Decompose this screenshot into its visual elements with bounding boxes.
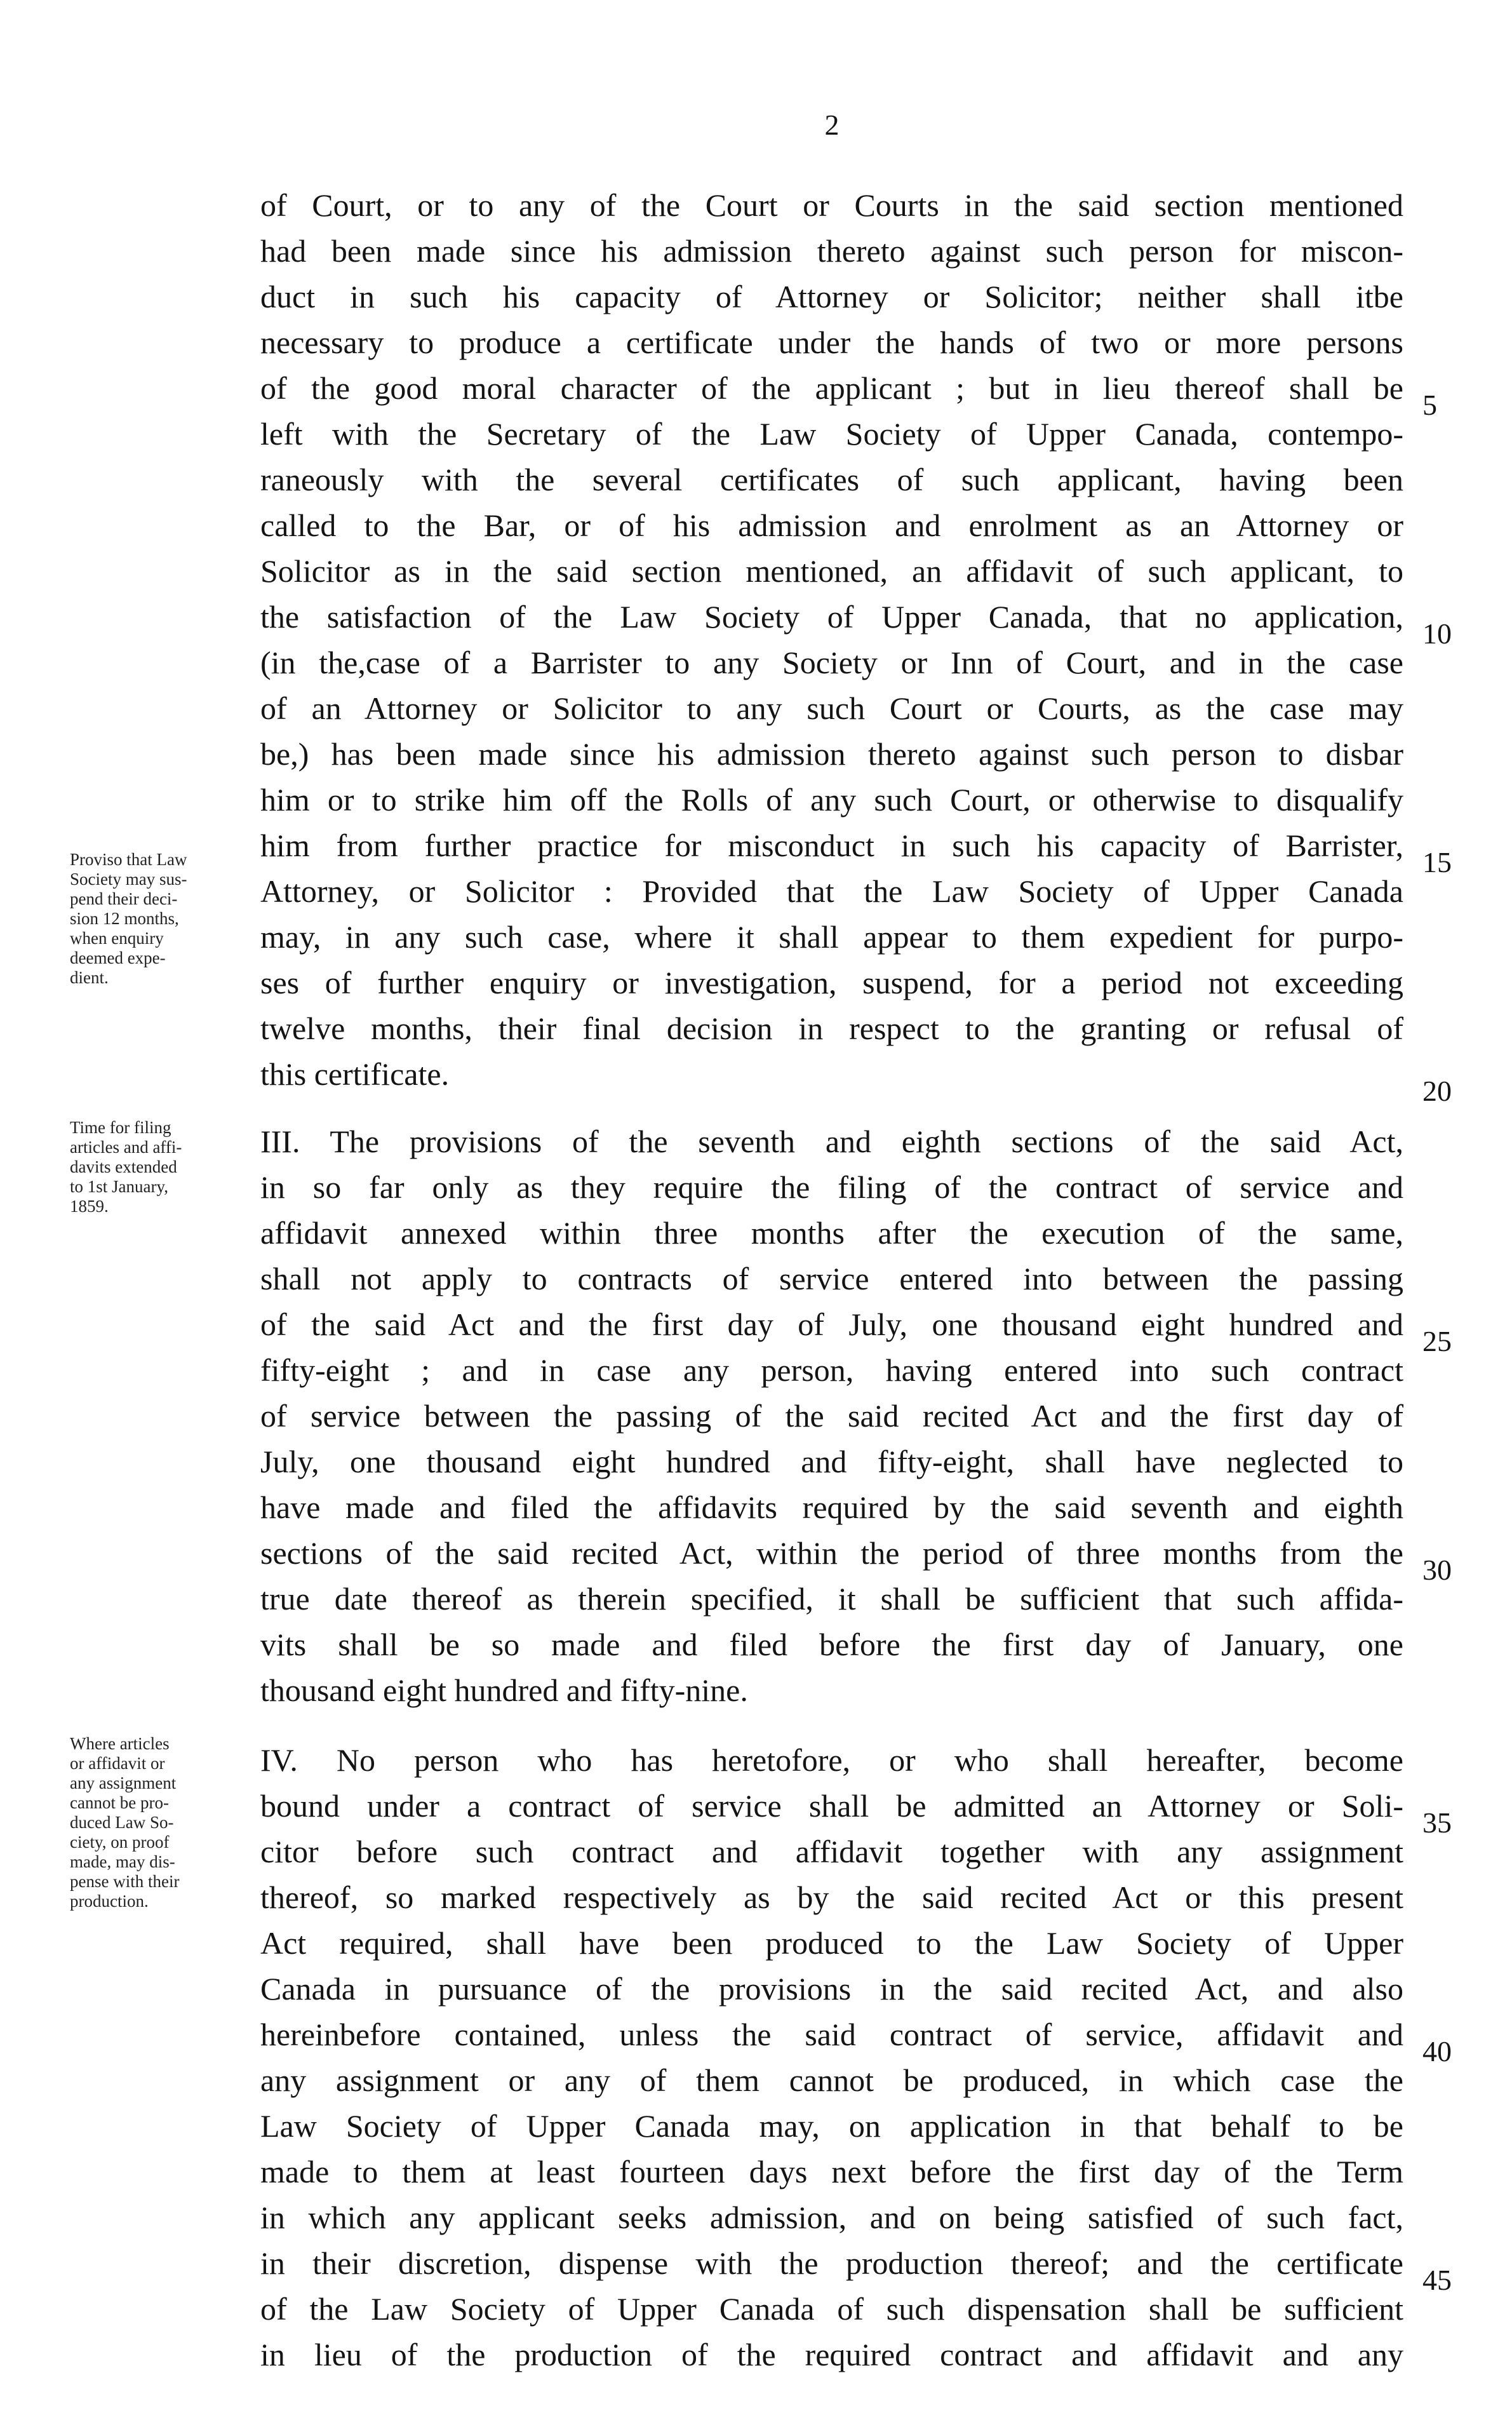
margin-note-line: deemed expe-: [70, 948, 166, 968]
text-line: of Court, or to any of the Court or Courts in the said section mentioned: [260, 187, 1403, 223]
margin-note-line: when enquiry: [70, 929, 164, 948]
text-line: Solicitor as in the said section mentioned, an affidavit of such applicant, to: [260, 553, 1403, 589]
text-line: thereof, so marked respectively as by the said recited Act or this present: [260, 1879, 1403, 1915]
text-line: of the Law Society of Upper Canada of such dispensation shall be sufficient: [260, 2291, 1403, 2327]
text-line: be,) has been made since his admission thereto against such person to disbar: [260, 736, 1403, 772]
text-line: Law Society of Upper Canada may, on application in that behalf to be: [260, 2108, 1403, 2144]
margin-note-line: Time for filing: [70, 1118, 171, 1137]
margin-note: [70, 1734, 260, 1911]
margin-note-line: or affidavit or: [70, 1754, 165, 1773]
margin-note-line: to 1st January,: [70, 1177, 168, 1197]
text-line: ses of further enquiry or investigation, suspend, for a period not exceeding: [260, 965, 1403, 1000]
margin-note-line: articles and affi-: [70, 1138, 182, 1157]
text-line: Attorney, or Solicitor : Provided that the Law Society of Upper Canada: [260, 873, 1403, 909]
text-line: any assignment or any of them cannot be produced, in which case the: [260, 2062, 1403, 2098]
text-line: fifty-eight ; and in case any person, having entered into such contract: [260, 1352, 1403, 1388]
text-line: July, one thousand eight hundred and fifty-eight, shall have neglected to: [260, 1444, 1403, 1479]
text-line: IV. No person who has heretofore, or who shall hereafter, become: [260, 1742, 1403, 1778]
line-number: 30: [1422, 1554, 1452, 1586]
text-line: of an Attorney or Solicitor to any such Court or Courts, as the case may: [260, 690, 1403, 726]
text-line: bound under a contract of service shall be admitted an Attorney or Soli-: [260, 1788, 1403, 1824]
text-line: in their discretion, dispense with the production thereof; and the certificate: [260, 2245, 1403, 2281]
text-line: sections of the said recited Act, within the period of three months from the: [260, 1535, 1403, 1571]
text-line: III. The provisions of the seventh and eighth sections of the said Act,: [260, 1124, 1403, 1159]
text-line: true date thereof as therein specified, it shall be sufficient that such affida-: [260, 1581, 1403, 1617]
text-line: him from further practice for misconduct in such his capacity of Barrister,: [260, 828, 1403, 863]
margin-note-line: any assignment: [70, 1773, 177, 1793]
text-line: of the said Act and the first day of July, one thousand eight hundred and: [260, 1307, 1403, 1342]
line-number: 40: [1422, 2035, 1452, 2067]
text-line: the satisfaction of the Law Society of Upper Canada, that no application,: [260, 599, 1403, 635]
text-line: may, in any such case, where it shall appear to them expedient for purpo-: [260, 919, 1403, 955]
text-line: have made and filed the affidavits required by the said seventh and eighth: [260, 1489, 1403, 1525]
text-line: in so far only as they require the filing of the contract of service and: [260, 1169, 1403, 1205]
text-line: in which any applicant seeks admission, and on being satisfied of such fact,: [260, 2200, 1403, 2235]
margin-note-line: pense with their: [70, 1872, 180, 1892]
margin-note-line: pend their deci-: [70, 889, 178, 909]
text-line: Act required, shall have been produced to the Law Society of Upper: [260, 1925, 1403, 1961]
line-number: 15: [1422, 846, 1452, 878]
line-number: 5: [1422, 389, 1437, 421]
text-line: made to them at least fourteen days next before the first day of the Term: [260, 2154, 1403, 2189]
margin-note-line: cannot be pro-: [70, 1793, 169, 1813]
margin-note-line: made, may dis-: [70, 1852, 175, 1872]
line-number: 10: [1422, 617, 1452, 650]
text-line: called to the Bar, or of his admission and enrolment as an Attorney or: [260, 508, 1403, 543]
margin-note-line: duced Law So-: [70, 1813, 174, 1832]
text-line: citor before such contract and affidavit together with any assignment: [260, 1834, 1403, 1869]
line-number: 35: [1422, 1806, 1452, 1839]
text-line: of service between the passing of the said recited Act and the first day of: [260, 1398, 1403, 1434]
margin-note-line: 1859.: [70, 1197, 109, 1216]
text-line: in lieu of the production of the required contract and affidavit and any: [260, 2337, 1403, 2372]
text-line: (in the,case of a Barrister to any Society or Inn of Court, and in the case: [260, 645, 1403, 680]
margin-note-line: ciety, on proof: [70, 1832, 170, 1852]
text-line: him or to strike him off the Rolls of any such Court, or otherwise to disqualify: [260, 782, 1403, 817]
margin-note: [70, 850, 260, 988]
text-line: necessary to produce a certificate under the hands of two or more persons: [260, 325, 1403, 360]
line-number: 45: [1422, 2264, 1452, 2296]
margin-note-line: Where articles: [70, 1734, 170, 1753]
line-number: 20: [1422, 1075, 1452, 1107]
text-line: shall not apply to contracts of service entered into between the passing: [260, 1261, 1403, 1296]
margin-note-line: production.: [70, 1892, 149, 1911]
page-number: 2: [824, 109, 840, 141]
margin-note-line: Proviso that Law: [70, 850, 187, 869]
text-line: had been made since his admission thereto against such person for miscon-: [260, 233, 1403, 269]
text-line: affidavit annexed within three months after the execution of the same,: [260, 1215, 1403, 1251]
text-line: thousand eight hundred and fifty-nine.: [260, 1672, 748, 1708]
text-line: left with the Secretary of the Law Society of Upper Canada, contempo-: [260, 416, 1403, 452]
margin-note-line: davits extended: [70, 1157, 177, 1177]
margin-note: [70, 1118, 260, 1216]
margin-note-line: dient.: [70, 968, 109, 988]
text-line: raneously with the several certificates of such applicant, having been: [260, 462, 1403, 497]
text-line: duct in such his capacity of Attorney or Solicitor; neither shall itbe: [260, 279, 1403, 314]
text-line: this certificate.: [260, 1056, 450, 1092]
line-number: 25: [1422, 1325, 1452, 1357]
text-line: Canada in pursuance of the provisions in the said recited Act, and also: [260, 1971, 1403, 2007]
text-line: hereinbefore contained, unless the said contract of service, affidavit and: [260, 2017, 1403, 2052]
margin-note-line: sion 12 months,: [70, 909, 179, 929]
margin-note-line: Society may sus-: [70, 870, 187, 889]
text-line: of the good moral character of the applicant ; but in lieu thereof shall be: [260, 370, 1403, 406]
text-line: twelve months, their final decision in respect to the granting or refusal of: [260, 1011, 1403, 1046]
text-line: vits shall be so made and filed before the first day of January, one: [260, 1627, 1403, 1662]
